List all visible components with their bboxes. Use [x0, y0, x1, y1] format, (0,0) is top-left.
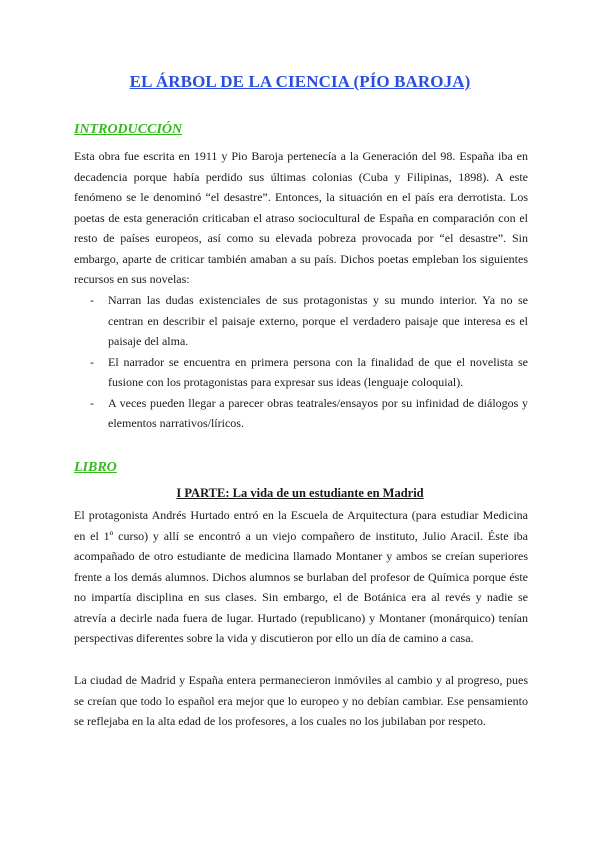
bullet-text: Narran las dudas existenciales de sus protagonistas y su mundo interior. Ya no se centran en describir el paisaje externo, porque el verdadero paisaje que interesa es el paisaje del alma.: [108, 293, 528, 348]
intro-paragraph: Esta obra fue escrita en 1911 y Pio Baroja pertenecía a la Generación del 98. España iba en decadencia porque había perdido sus últimas colonias (Cuba y Filipinas, 1898). A este fenómeno se le denominó “el desastre”. Entonces, la situación en el país era derrotista. Los poetas de esta generación criticaban el atraso sociocultural de España en comparación con el resto de países europeos, así como su elevada pobreza provocada por “el desastre”. Sin embargo, aparte de criticar también amaban a su país. Dichos poetas empleban los siguientes recursos en sus novelas:: [74, 149, 528, 286]
bullet-dash: -: [90, 395, 94, 410]
list-item: [74, 290, 528, 352]
bullet-text: A veces pueden llegar a parecer obras teatrales/ensayos por su infinidad de diálogos y elementos narrativos/líricos.: [108, 395, 528, 430]
list-item: [74, 393, 528, 434]
document-title: EL ÁRBOL DE LA CIENCIA (PÍO BAROJA): [129, 72, 471, 91]
section-heading-introduccion: INTRODUCCIÓN: [74, 122, 183, 137]
libro-paragraph-1: El protagonista Andrés Hurtado entró en la Escuela de Arquitectura (para estudiar Medicina en el 1º curso) y allí se encontró a un viejo compañero de instituto, Julio Aracil. Éste iba acompañado de otro estudiante de medicina llamado Montaner y ambos se creían superiores frente a los demás alumnos. Dichos alumnos se burlaban del profesor de Química porque éste no impartía disciplina en sus clases. Sin embargo, el de Botánica era al revés y nadie se atrevía a decirle nada fuera de lugar. Hurtado (republicano) y Montaner (monárquico) tenían perspectivas diferentes sobre la vida y discutieron por ello un día de camino a casa.: [74, 508, 528, 645]
bullet-text: El narrador se encuentra en primera persona con la finalidad de que el novelista se fusione con los protagonistas para expresar sus ideas (lenguaje coloquial).: [108, 354, 528, 389]
libro-paragraph-2: La ciudad de Madrid y España entera permanecieron inmóviles al cambio y al progreso, pues se creían que todo lo español era mejor que lo europeo y no debían cambiar. Ese pensamiento se reflejaba en la alta edad de los profesores, a los cuales no los jubilaban por respeto.: [74, 673, 528, 728]
bullet-dash: -: [90, 293, 94, 307]
intro-bullet-list: [74, 290, 528, 434]
bullet-dash: -: [90, 354, 94, 369]
section-heading-libro: LIBRO: [74, 460, 117, 475]
list-item: [74, 352, 528, 393]
part-title: I PARTE: La vida de un estudiante en Madrid: [176, 486, 424, 500]
